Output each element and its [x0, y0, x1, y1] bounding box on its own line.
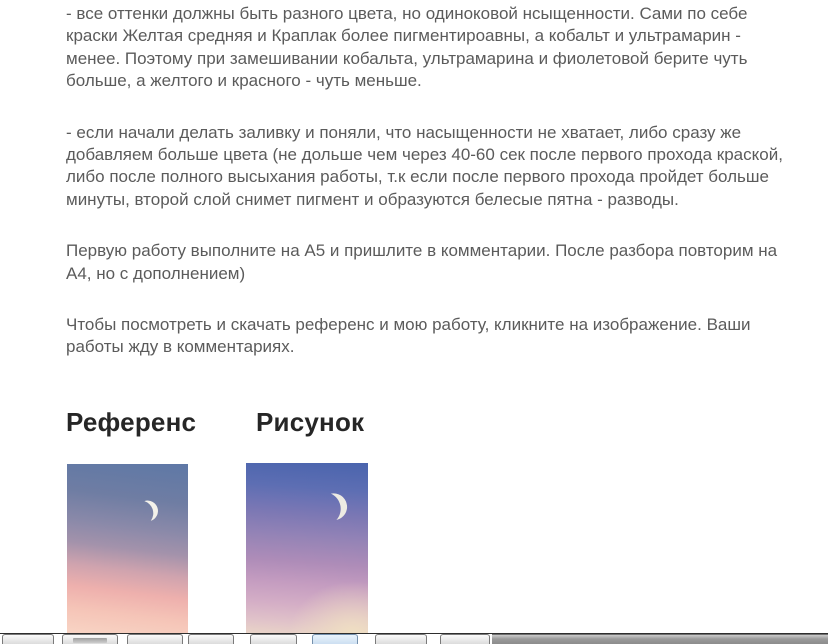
background-window-tab[interactable] [250, 634, 297, 644]
reference-heading: Референс [66, 407, 197, 437]
background-window-tab[interactable] [62, 634, 118, 644]
article [66, 3, 794, 388]
drawing-image[interactable] [246, 463, 368, 633]
crescent-moon-icon [325, 489, 350, 522]
background-window-tab[interactable] [440, 634, 490, 644]
background-window-tab[interactable] [127, 634, 183, 644]
background-window-tab[interactable] [2, 634, 54, 644]
paragraph-homework-a5: Первую работу выполните на А5 и пришлите в комментарии. После разбора повторим на А4, но с дополнением) [66, 241, 778, 283]
background-window-tab-active[interactable] [312, 634, 358, 644]
tab-thumbnail [73, 638, 107, 643]
crescent-moon-icon [140, 497, 161, 523]
taskbar-bar [492, 634, 828, 644]
paragraph-wash-timing: - если начали делать заливку и поняли, что насыщенности не хватает, либо сразу же добавляем больше цвета (не дольше чем через 40-60 сек после первого прохода краской, либо после полного высыхания работы, т.к если после первого прохода пройдет больше минуты, второй слой снимет пигмент и образуются белесые пятна - разводы. [66, 122, 783, 209]
paragraph-paint-saturation: - все оттенки должны быть разного цвета, но одиноковой нсыщенности. Сами по себе краски Желтая средняя и Краплак более пигментироавны, а кобальт и ультрамарин - менее. Поэтому при замешивании кобальта, ультрамарина и фиолетовой берите чуть больше, а желтого и красного - чуть меньше. [66, 4, 748, 91]
paragraph-click-image-note: Чтобы посмотреть и скачать референс и мою работу, кликните на изображение. Ваши работы жду в комментариях. [66, 315, 751, 357]
reference-image[interactable] [67, 464, 188, 633]
background-window-tab[interactable] [375, 634, 427, 644]
background-window-tab[interactable] [188, 634, 234, 644]
background-window-strip [0, 633, 828, 644]
drawing-heading: Рисунок [256, 407, 365, 437]
